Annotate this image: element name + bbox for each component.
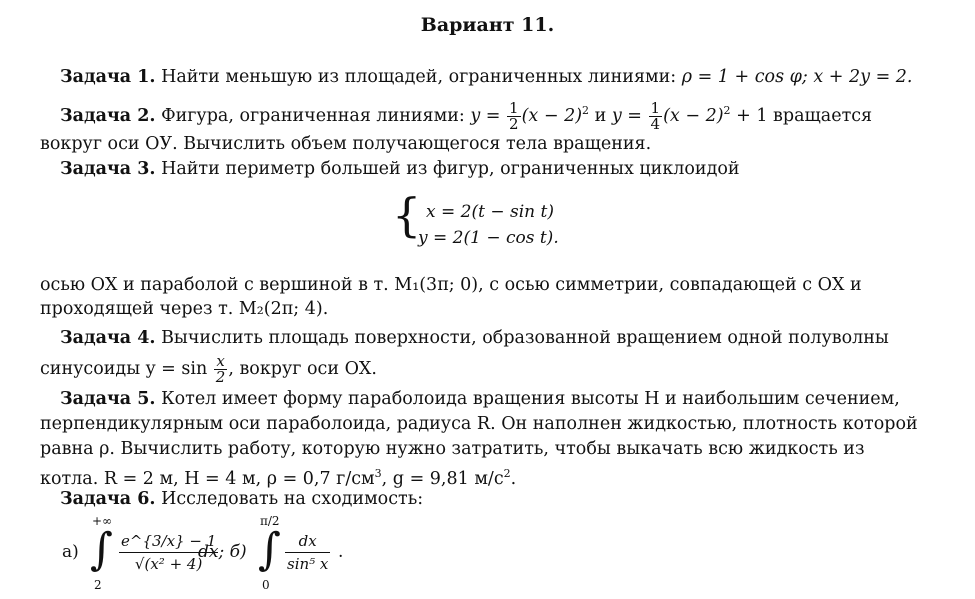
system-row2: y = 2(1 − cos t). [418,228,559,248]
task6-label: Задача 6. [60,489,156,509]
task4-label: Задача 4. [60,328,156,348]
integral-b-lower: 0 [262,578,270,592]
integral-b-tail: . [338,542,344,562]
task2-expr2: (x − 2) [663,105,724,126]
task2-expr1: (x − 2) [521,105,583,126]
task4-text: Вычислить площадь поверхности, образованной вращением одной полуволны [161,328,889,348]
task3-label: Задача 3. [60,159,156,179]
integral-a-tail: dx; б) [198,542,247,562]
task5-label: Задача 5. [60,389,156,409]
task2-label: Задача 2. [60,105,156,126]
task5-line1 [60,388,935,410]
integral-a-sign: ∫ [90,524,113,575]
system-brace: { [392,188,422,242]
task2-fraction2: $\frac{1}{4}$ [650,98,661,133]
task5-line2: перпендикулярным оси параболоида, радиуса R. Он наполнен жидкостью, плотность которой [40,414,918,434]
task3-line2: осью ОХ и параболой с вершиной в т. M₁(3π; 0), с осью симметрии, совпадающей с ОХ и [40,275,862,295]
integral-b-fraction: $\frac{dx}{\text{sin⁵ x}}$ [287,532,329,573]
task1-label: Задача 1. [60,67,156,87]
task4-text2a: синусоиды y = sin [40,359,213,379]
task1-text: Найти меньшую из площадей, ограниченных линиями: [161,67,682,87]
variant-title: Вариант 11. [420,14,555,36]
item-a-label: а) [62,542,79,562]
task2-line1: Задача 2. Фигура, ограниченная линиями: y = $\frac{1}{2}$ $(x - 2)^2$ и y = $\frac{1}{4}$ $(x - 2)^2 + 1$ вращается [60,98,873,133]
task3-text: Найти периметр большей из фигур, ограниченных циклоидой [161,159,740,179]
task4-fraction: $\frac{x}{2}$ [215,352,226,386]
integral-a-lower: 2 [94,578,102,592]
task2-fraction1: $\frac{1}{2}$ [509,98,519,133]
integral-a-fraction: $\frac{e\^{}\{3/x\} - 1}{\text{√(x² + 4)}}$ [121,532,217,573]
task4-line2 [40,354,935,385]
task2-text-b: вращается [767,105,873,126]
task1-formula: ρ = 1 + cos φ; x + 2y = 2. [681,67,913,87]
task2-y1: y = [470,105,501,126]
integral-b-upper: π/2 [260,514,280,528]
task6-text: Исследовать на сходимость: [161,489,424,509]
task4-line1 [60,327,935,349]
integral-a-upper: +∞ [92,514,113,528]
task5-line4: котла. R = 2 м, H = 4 м, ρ = 0,7 $г/см^3$, g = 9,81 $м/с^2$. [40,467,517,489]
task2-line2: вокруг оси ОУ. Вычислить объем получающегося тела вращения. [40,134,652,154]
task4-text2b: , вокруг оси ОХ. [228,359,377,379]
task5-line3: равна ρ. Вычислить работу, которую нужно затратить, чтобы выкачать всю жидкость из [40,439,865,459]
task3-line3: проходящей через т. M₂(2π; 4). [40,299,329,319]
task2-and: и [589,105,612,126]
task5-text: Котел имеет форму параболоида вращения высоты Н и наибольшим сечением, [161,389,900,409]
task2-tail: + 1 [730,105,768,126]
task2-text-a: Фигура, ограниченная линиями: [161,105,471,126]
task6-line1 [60,488,935,510]
integral-b-sign: ∫ [258,524,281,575]
task3-line1 [60,158,935,180]
task2-y2: y = [611,105,642,126]
task1-line [60,66,935,88]
system-row1: x = 2(t − sin t) [426,202,554,222]
